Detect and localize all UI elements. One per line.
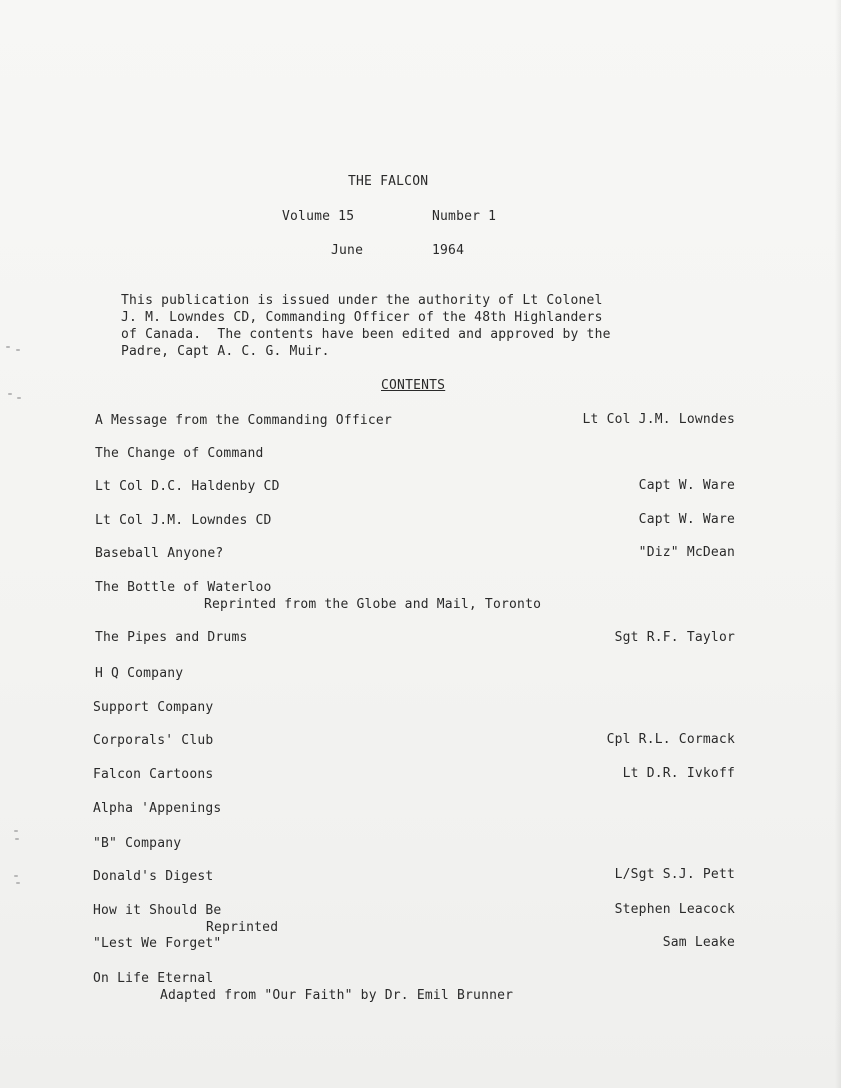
intro-line: Padre, Capt A. C. G. Muir.: [121, 344, 330, 359]
contents-entry-subtitle: Reprinted from the Globe and Mail, Toronto: [204, 597, 542, 612]
contents-entry-author: Sgt R.F. Taylor: [614, 630, 735, 645]
contents-entry-subtitle: Reprinted: [206, 920, 279, 935]
contents-entry-author: Lt D.R. Ivkoff: [622, 766, 735, 781]
scan-speck: [6, 346, 10, 348]
scan-speck: [15, 838, 19, 840]
contents-entry-author: Stephen Leacock: [614, 902, 735, 917]
contents-entry-author: L/Sgt S.J. Pett: [614, 867, 735, 882]
contents-entry-title: The Pipes and Drums: [95, 630, 248, 645]
contents-entry-title: On Life Eternal: [93, 971, 214, 986]
contents-entry-title: Lt Col J.M. Lowndes CD: [95, 513, 272, 528]
contents-entry-author: Capt W. Ware: [638, 512, 735, 527]
contents-entry-title: A Message from the Commanding Officer: [95, 413, 392, 428]
contents-entry-author: Sam Leake: [662, 935, 735, 950]
scan-speck: [16, 882, 20, 884]
contents-entry-author: "Diz" McDean: [638, 545, 735, 560]
number-label: Number 1: [432, 209, 497, 224]
scan-speck: [14, 875, 18, 877]
contents-entry-author: Lt Col J.M. Lowndes: [582, 412, 735, 427]
page-edge-shadow: [835, 0, 841, 1088]
contents-entry-title: Lt Col D.C. Haldenby CD: [95, 479, 280, 494]
contents-entry-title: "Lest We Forget": [93, 936, 222, 951]
contents-entry-author: Capt W. Ware: [638, 478, 735, 493]
contents-entry-subtitle: Adapted from "Our Faith" by Dr. Emil Brunner: [160, 988, 514, 1003]
contents-entry-title: Support Company: [93, 700, 214, 715]
contents-heading: CONTENTS: [381, 378, 446, 393]
scan-speck: [17, 397, 21, 399]
contents-entry-author: Cpl R.L. Cormack: [606, 732, 735, 747]
issue-year: 1964: [432, 243, 465, 258]
contents-entry-title: The Bottle of Waterloo: [95, 580, 272, 595]
contents-entry-title: Corporals' Club: [93, 733, 214, 748]
contents-entry-title: Falcon Cartoons: [93, 767, 214, 782]
intro-line: This publication is issued under the authority of Lt Colonel: [121, 293, 603, 308]
intro-line: J. M. Lowndes CD, Commanding Officer of the 48th Highlanders: [121, 310, 603, 325]
scan-speck: [8, 393, 12, 395]
contents-entry-title: "B" Company: [93, 836, 182, 851]
contents-entry-title: How it Should Be: [93, 903, 222, 918]
contents-entry-title: Baseball Anyone?: [95, 546, 224, 561]
volume-label: Volume 15: [282, 209, 355, 224]
contents-entry-title: H Q Company: [95, 666, 184, 681]
issue-month: June: [331, 243, 364, 258]
scan-speck: [14, 830, 18, 832]
contents-entry-title: Alpha 'Appenings: [93, 801, 222, 816]
intro-line: of Canada. The contents have been edited and approved by the: [121, 327, 611, 342]
scan-speck: [16, 349, 20, 351]
publication-title: THE FALCON: [348, 174, 429, 189]
contents-entry-title: The Change of Command: [95, 446, 264, 461]
contents-entry-title: Donald's Digest: [93, 869, 214, 884]
